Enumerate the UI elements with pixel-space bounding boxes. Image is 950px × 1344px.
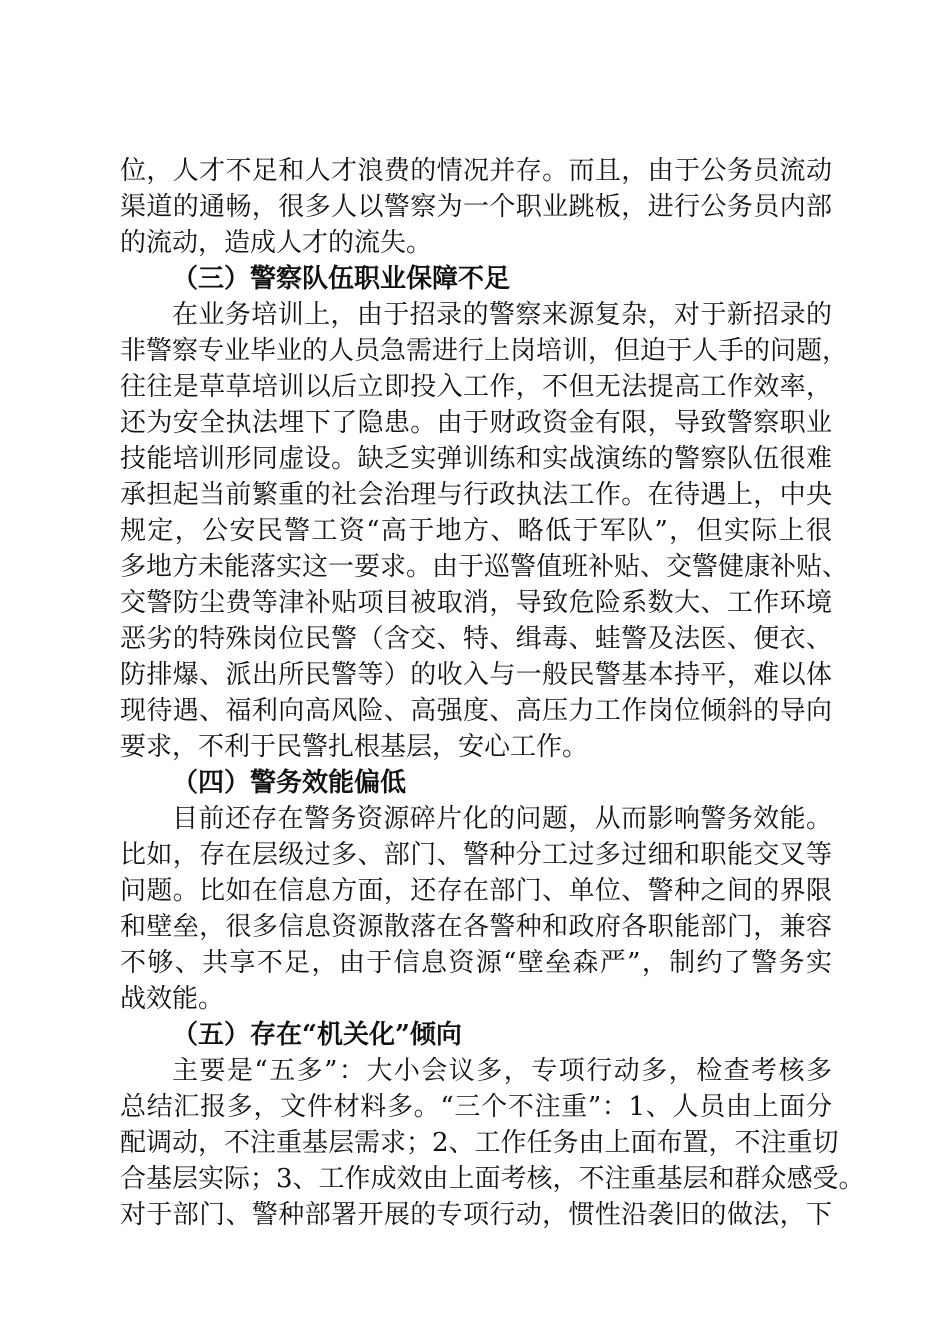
text-line: 的流动，造成人才的流失。: [120, 228, 433, 258]
text-line: 和壁垒，很多信息资源散落在各警种和政府各职能部门，兼容: [120, 912, 832, 942]
text-line: 位，人才不足和人才浪费的情况并存。而且，由于公务员流动: [120, 156, 832, 186]
text-line: 问题。比如在信息方面，还存在部门、单位、警种之间的界限: [120, 876, 832, 906]
text-line: 合基层实际；3、工作成效由上面考核，不注重基层和群众感受。: [120, 1164, 865, 1194]
section-heading: （三）警察队伍职业保障不足: [172, 264, 511, 294]
text-line: 交警防尘费等津补贴项目被取消，导致危险系数大、工作环境: [120, 588, 832, 618]
text-line: 规定，公安民警工资“高于地方、略低于军队”，但实际上很: [120, 516, 832, 546]
text-line: 配调动，不注重基层需求；2、工作任务由上面布置，不注重切: [120, 1128, 839, 1158]
section-heading: （五）存在“机关化”倾向: [172, 1020, 462, 1050]
text-line: 防排爆、派出所民警等）的收入与一般民警基本持平，难以体: [120, 660, 832, 690]
text-line: 总结汇报多，文件材料多。“三个不注重”：1、人员由上面分: [120, 1092, 832, 1122]
text-line: 还为安全执法埋下了隐患。由于财政资金有限，导致警察职业: [120, 408, 832, 438]
text-line: 对于部门、警种部署开展的专项行动，惯性沿袭旧的做法，下: [120, 1200, 832, 1230]
text-line: 恶劣的特殊岗位民警（含交、特、缉毒、蛙警及法医、便衣、: [120, 624, 832, 654]
text-line: 不够、共享不足，由于信息资源“壁垒森严”，制约了警务实: [120, 948, 832, 978]
paragraph: [120, 801, 832, 1017]
text-line: 往往是草草培训以后立即投入工作，不但无法提高工作效率，: [120, 372, 832, 402]
paragraph: [120, 1053, 865, 1233]
text-line: 渠道的通畅，很多人以警察为一个职业跳板，进行公务员内部: [120, 192, 832, 222]
paragraph: [120, 153, 832, 261]
text-line: 承担起当前繁重的社会治理与行政执法工作。在待遇上，中央: [120, 480, 832, 510]
text-line: 目前还存在警务资源碎片化的问题，从而影响警务效能。: [172, 804, 832, 834]
text-line: 现待遇、福利向高风险、高强度、高压力工作岗位倾斜的导向: [120, 696, 832, 726]
text-line: 在业务培训上，由于招录的警察来源复杂，对于新招录的: [172, 300, 832, 330]
text-line: 比如，存在层级过多、部门、警种分工过多过细和职能交叉等: [120, 840, 832, 870]
text-line: 技能培训形同虚设。缺乏实弹训练和实战演练的警察队伍很难: [120, 444, 832, 474]
text-line: 多地方未能落实这一要求。由于巡警值班补贴、交警健康补贴、: [120, 552, 849, 582]
text-line: 主要是“五多”：大小会议多，专项行动多，检查考核多: [172, 1056, 832, 1086]
text-line: 要求，不利于民警扎根基层，安心工作。: [120, 732, 589, 762]
section-heading: （四）警务效能偏低: [172, 768, 407, 798]
document-body: [120, 153, 865, 1233]
text-line: 战效能。: [120, 984, 225, 1014]
text-line: 非警察专业毕业的人员急需进行上岗培训，但迫于人手的问题，: [120, 336, 849, 366]
paragraph: [120, 297, 849, 765]
